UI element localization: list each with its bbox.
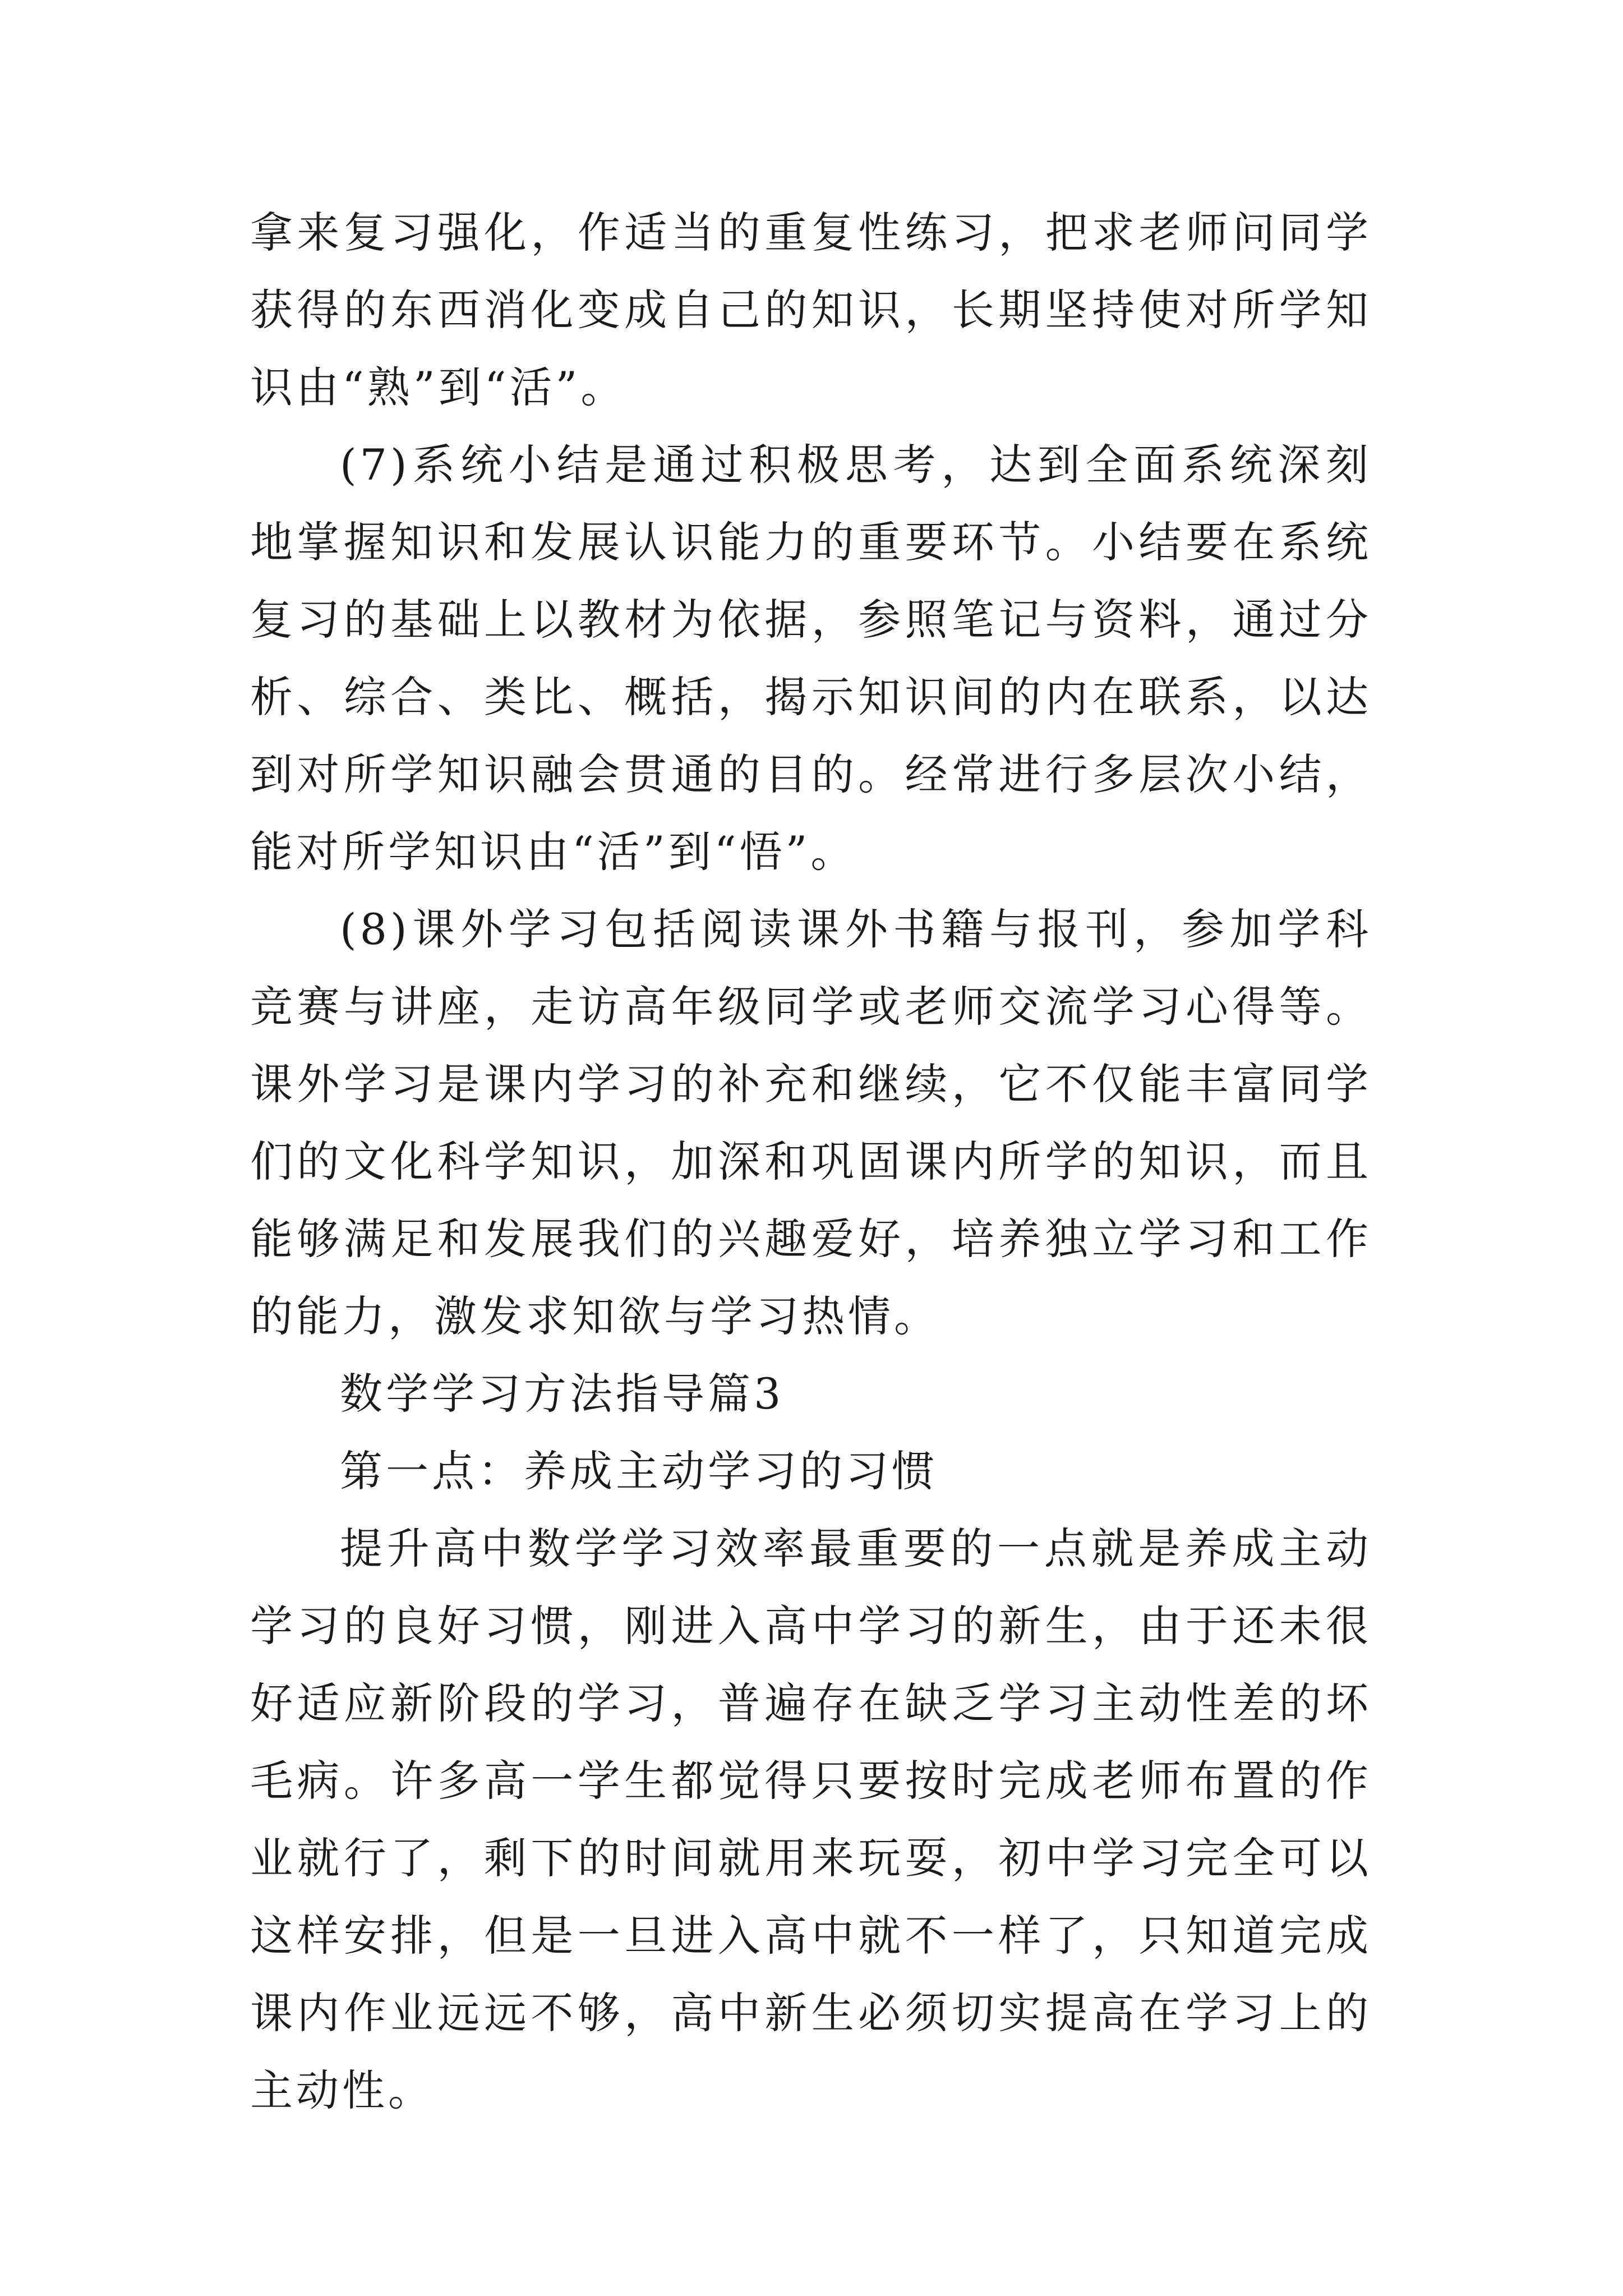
section-heading: 数学学习方法指导篇3: [340, 1369, 785, 1419]
body-text: [250, 194, 1372, 2129]
subsection-heading: 第一点：养成主动学习的习惯: [340, 1446, 938, 1496]
paragraph-4: 提升高中数学学习效率最重要的一点就是养成主动学习的良好习惯，刚进入高中学习的新生，由于还未很好适应新阶段的学习，普遍存在缺乏学习主动性差的坏毛病。许多高一学生都觉得只要按时完成老师布置的作业就行了，剩下的时间就用来玩耍，初中学习完全可以这样安排，但是一旦进入高中就不一样了，只知道完成课内作业远远不够，高中新生必须切实提高在学习上的主动性。: [250, 1524, 1372, 2115]
paragraph-2: (7)系统小结是通过积极思考，达到全面系统深刻地掌握知识和发展认识能力的重要环节。小结要在系统复习的基础上以教材为依据，参照笔记与资料，通过分析、综合、类比、概括，揭示知识间的内在联系，以达到对所学知识融会贯通的目的。经常进行多层次小结，能对所学知识由“活”到“悟”。: [250, 440, 1372, 877]
paragraph-3: (8)课外学习包括阅读课外书籍与报刊，参加学科竞赛与讲座，走访高年级同学或老师交流学习心得等。课外学习是课内学习的补充和继续，它不仅能丰富同学们的文化科学知识，加深和巩固课内所学的知识，而且能够满足和发展我们的兴趣爱好，培养独立学习和工作的能力，激发求知欲与学习热情。: [250, 904, 1372, 1341]
paragraph-1: 拿来复习强化，作适当的重复性练习，把求老师问同学获得的东西消化变成自己的知识，长期坚持使对所学知识由“熟”到“活”。: [250, 208, 1372, 412]
